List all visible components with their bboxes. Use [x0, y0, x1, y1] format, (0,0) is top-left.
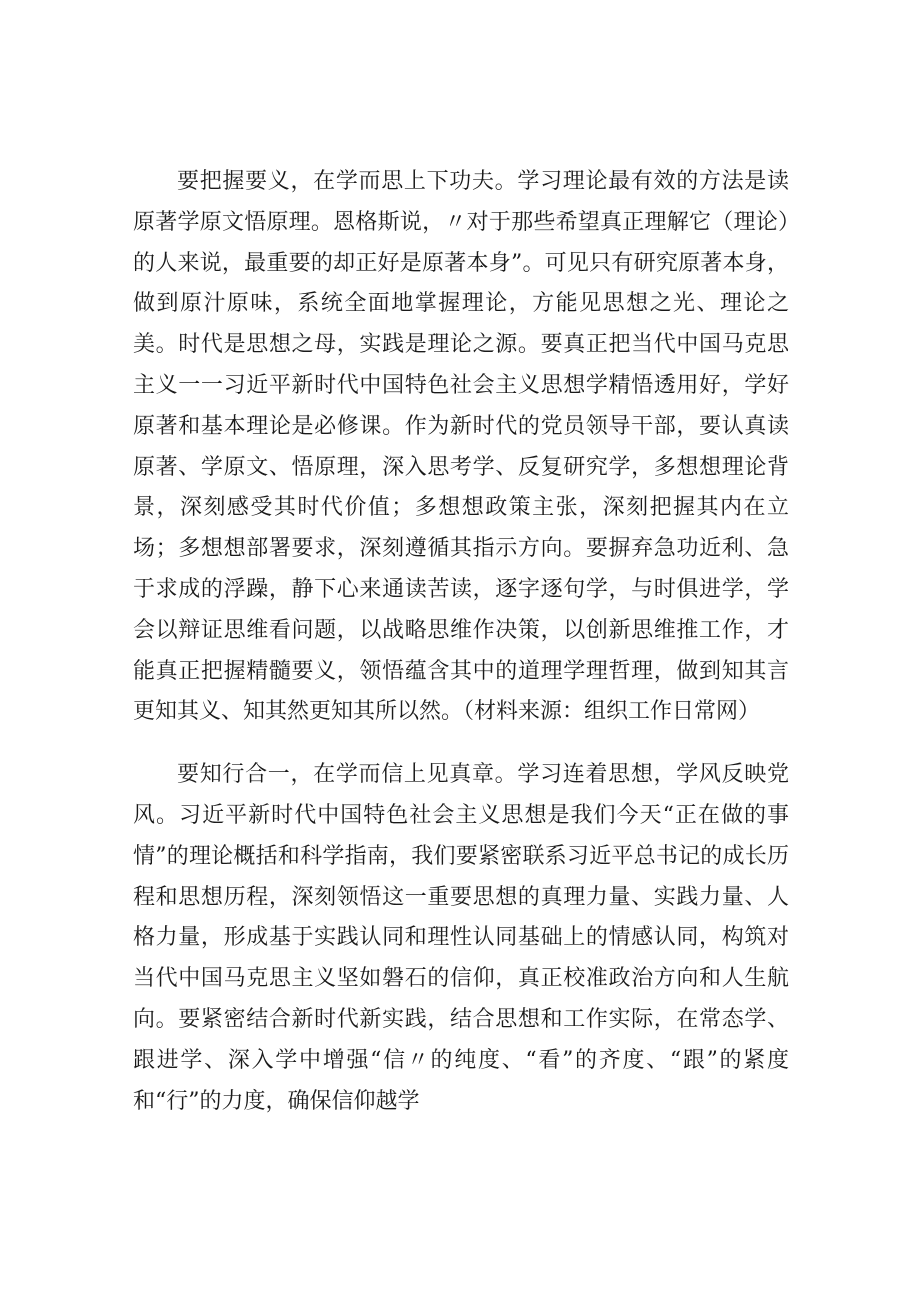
- paragraph-unity-knowledge-action: 要知行合一，在学而信上见真章。学习连着思想，学风反映党风。习近平新时代中国特色社会主义思想是我们今天“正在做的事情”的理论概括和科学指南，我们要紧密联系习近平总书记的成长历程和思想历程，深刻领悟这一重要思想的真理力量、实践力量、人格力量，形成基于实践认同和理性认同基础上的情感认同，构筑对当代中国马克思主义坚如磐石的信仰，真正校准政治方向和人生航向。要紧密结合新时代新实践，结合思想和工作实际，在常态学、跟进学、深入学中增强“信〃的纯度、“看”的齐度、“跟”的紧度和“行”的力度，确保信仰越学: [133, 762, 789, 1114]
- body-text: [133, 162, 789, 1144]
- paragraph-grasp-essence: 要把握要义，在学而思上下功夫。学习理论最有效的方法是读原著学原文悟原理。恩格斯说，〃对于那些希望真正理解它（理论）的人来说，最重要的却正好是原著本身”。可见只有研究原著本身，做到原汁原味，系统全面地掌握理论，方能见思想之光、理论之美。时代是思想之母，实践是理论之源。要真正把当代中国马克思主义一一习近平新时代中国特色社会主义思想学精悟透用好，学好原著和基本理论是必修课。作为新时代的党员领导干部，要认真读原著、学原文、悟原理，深入思考学、反复研究学，多想想理论背景，深刻感受其时代价值；多想想政策主张，深刻把握其内在立场；多想想部署要求，深刻遵循其指示方向。要摒弃急功近利、急于求成的浮躁，静下心来通读苦读，逐字逐句学，与时俱进学，学会以辩证思维看问题，以战略思维作决策，以创新思维推工作，才能真正把握精髓要义，领悟蕴含其中的道理学理哲理，做到知其言更知其义、知其然更知其所以然。（材料来源：组织工作日常网）: [133, 169, 789, 725]
